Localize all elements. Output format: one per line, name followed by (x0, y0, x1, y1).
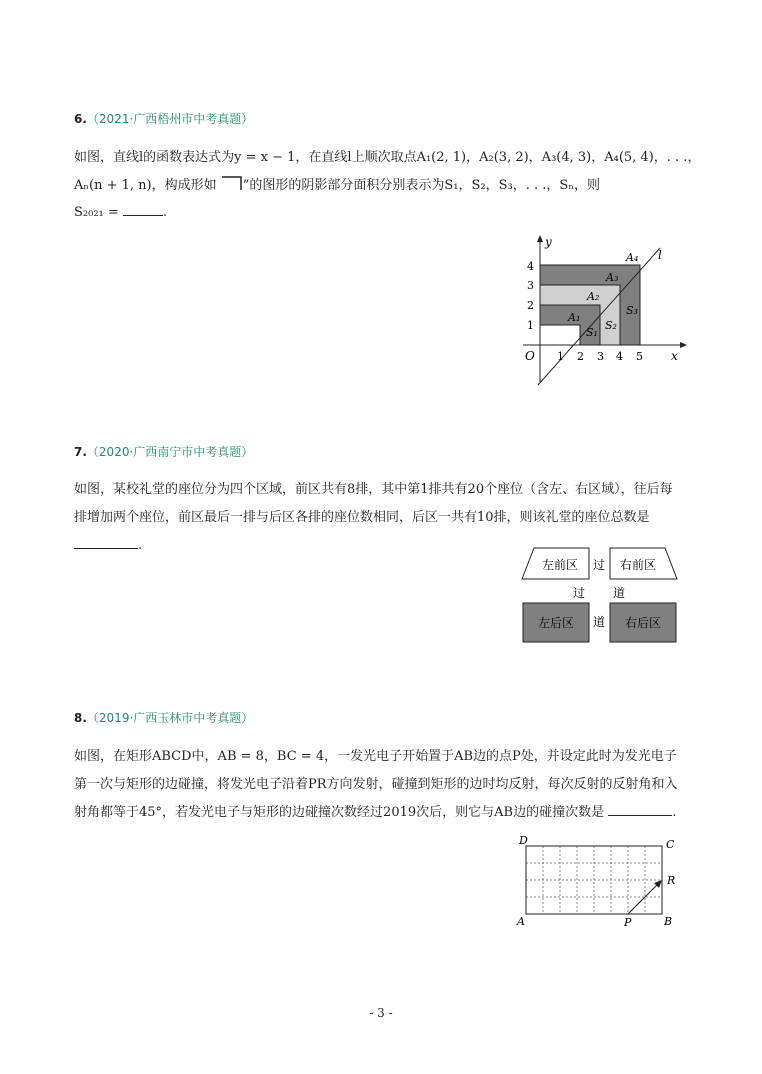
q8-line1: 如图，在矩形ABCD中，AB = 8，BC = 4，一发光电子开始置于AB边的点P处，并设定此时为发光电子 (74, 749, 677, 764)
label-p: P (624, 916, 632, 929)
label-c: C (666, 838, 675, 851)
q8-number: 8. (74, 711, 87, 725)
q6-origin-label: O (525, 349, 535, 363)
q6-line3-end: . (162, 205, 168, 220)
aisle-label-4: 道 (593, 615, 606, 629)
q8-answer-blank (608, 803, 672, 816)
q8-header (74, 709, 253, 726)
area-s2: S₂ (605, 319, 617, 332)
x-tick-2: 2 (577, 350, 584, 363)
q7-line1: 如图，某校礼堂的座位分为四个区域，前区共有8排，其中第1排共有20个座位（含左、右区域），往后每 (74, 482, 673, 497)
q6-line3 (74, 203, 167, 223)
page-number: - 3 - (369, 1006, 393, 1020)
y-tick-1: 1 (527, 319, 534, 332)
q7-line3 (74, 536, 142, 556)
q6-source: （2021·广西梧州市中考真题） (86, 112, 254, 126)
q6-y-label: y (545, 235, 552, 249)
label-b: B (664, 915, 673, 928)
point-a1: A₁ (568, 311, 581, 324)
q6-header (74, 110, 253, 127)
q6-x-label: x (671, 349, 678, 363)
x-tick-3: 3 (597, 350, 604, 363)
q8-source: （2019·广西玉林市中考真题） (86, 711, 254, 725)
left-front-label: 左前区 (542, 558, 579, 572)
label-r: R (667, 874, 676, 887)
q7-source: （2020·广西南宁市中考真题） (86, 445, 254, 459)
q8-line2: 第一次与矩形的边碰撞，将发光电子沿着PR方向发射，碰撞到矩形的边时均反射，每次反射的反射角和入 (74, 777, 678, 792)
area-s3: S₃ (626, 304, 638, 317)
point-a2: A₂ (587, 290, 600, 303)
q7-figure (520, 545, 682, 647)
aisle-label-3: 道 (613, 586, 626, 600)
y-tick-2: 2 (527, 299, 534, 312)
q7-line3-end: . (138, 538, 143, 553)
q6-line2-b: ”的图形的阴影部分面积分别表示为S₁，S₂，S₃，. . .，Sₙ，则 (242, 178, 600, 193)
point-a4: A₄ (626, 251, 639, 264)
q6-number: 6. (74, 112, 87, 126)
q8-figure (512, 832, 690, 932)
l-shape-icon (221, 175, 243, 191)
right-back-label: 右后区 (625, 616, 662, 630)
y-tick-4: 4 (527, 260, 534, 273)
point-a3: A₃ (606, 271, 619, 284)
q6-answer-blank (123, 203, 163, 216)
label-d: D (519, 834, 528, 847)
q6-figure (505, 232, 695, 387)
y-tick-3: 3 (527, 279, 534, 292)
q8-line3-text: 射角都等于45°，若发光电子与矩形的边碰撞次数经过2019次后，则它与AB边的碰撞次数是 (74, 805, 605, 820)
q7-line2: 排增加两个座位，前区最后一排与后区各排的座位数相同，后区一共有10排，则该礼堂的座位总数是 (74, 510, 650, 525)
x-tick-4: 4 (616, 350, 623, 363)
q7-answer-blank (74, 536, 138, 549)
area-s1: S₁ (586, 326, 598, 339)
right-front-label: 右前区 (620, 558, 657, 572)
q7-header (74, 443, 253, 460)
aisle-label-2: 过 (573, 586, 586, 600)
q6-line-label: l (658, 248, 662, 262)
q8-line3 (74, 803, 676, 823)
q7-number: 7. (74, 445, 87, 459)
q6-line3-text: S₂₀₂₁ = (74, 205, 119, 220)
q6-line2-a: Aₙ(n + 1, n)，构成形如 (74, 178, 217, 193)
q8-line3-end: . (672, 805, 677, 820)
x-tick-5: 5 (636, 350, 643, 363)
q6-line1: 如图，直线l的函数表达式为y = x − 1，在直线l上顺次取点A₁(2, 1)，A₂(3, 2)，A₃(4, 3)，A₄(5, 4)，. . .， (74, 150, 701, 165)
aisle-label-1: 过 (593, 558, 606, 572)
q8-grid (526, 846, 662, 914)
label-a: A (517, 915, 525, 928)
q6-line2 (74, 175, 600, 196)
x-tick-1: 1 (557, 350, 564, 363)
left-back-label: 左后区 (538, 616, 575, 630)
